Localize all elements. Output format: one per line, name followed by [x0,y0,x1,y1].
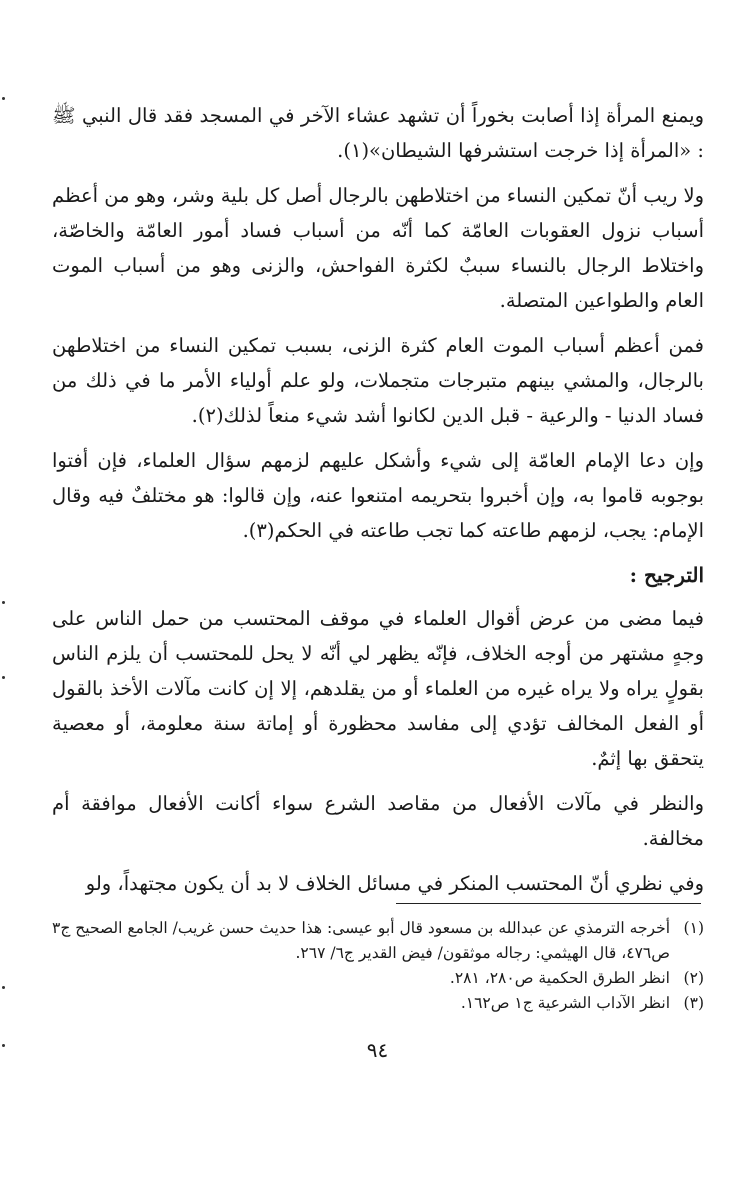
footnote-text: انظر الطرق الحكمية ص٢٨٠، ٢٨١. [449,969,670,987]
scan-mark [2,601,5,604]
paragraph-5: فيما مضى من عرض أقوال العلماء في موقف المحتسب من حمل الناس على وجهٍ مشتهر من أوجه الخلاف، فإنّه يظهر لي أنّه لا يحل للمحتسب أن يلزم الناس بقولٍ يراه ولا يراه غيره من العلماء أو من يقلدهم، إلا إن كانت مآلات الأخذ بالقول أو الفعل المخالف تؤدي إلى مفاسد محظورة أو إماتة سنة معلومة، أو معصية يتحقق بها إثمٌ. [52,607,704,770]
scan-mark [2,676,5,679]
paragraph-7: وفي نظري أنّ المحتسب المنكر في مسائل الخلاف لا بد أن يكون مجتهداً، ولو [85,872,704,895]
scan-mark [2,97,5,100]
footnote-text: أخرجه الترمذي عن عبدالله بن مسعود قال أبو عيسى: هذا حديث حسن غريب/ الجامع الصحيح ج٣ ص٤٧٦، قال الهيثمي: رجاله موثقون/ فيض القدير ج٦/ ٢٦٧. [52,919,670,962]
scan-mark [2,1044,5,1047]
footnote-2 [52,966,704,991]
section-heading: الترجيح : [629,563,704,587]
footnote-text: انظر الآداب الشرعية ج١ ص١٦٢. [460,994,670,1012]
footnotes [52,916,704,1016]
footnote-divider [396,903,701,904]
footnote-number: (٢) [683,969,704,987]
footnote-3 [52,991,704,1016]
footnote-1 [52,916,704,966]
footnote-number: (٣) [683,994,704,1012]
paragraph-3: فمن أعظم أسباب الموت العام كثرة الزنى، بسبب تمكين النساء من اختلاطهن بالرجال، والمشي بينهم متبرجات متجملات، ولو علم أولياء الأمر ما في ذلك من فساد الدنيا - والرعية - قبل الدين لكانوا أشد شيء منعاً لذلك(٢). [52,334,704,427]
paragraph-4: وإن دعا الإمام العامّة إلى شيء وأشكل عليهم لزمهم سؤال العلماء، فإن أفتوا بوجوبه قاموا به، وإن أخبروا بتحريمه امتنعوا عنه، وإن قالوا: هو مختلفٌ فيه وقال الإمام: يجب، لزمهم طاعته كما تجب طاعته في الحكم(٣). [52,449,704,542]
scan-mark [2,986,5,989]
paragraph-1: ويمنع المرأة إذا أصابت بخوراً أن تشهد عشاء الآخر في المسجد فقد قال النبي ﷺ : «المرأة إذا خرجت استشرفها الشيطان»(١). [52,104,704,162]
page-number: ٩٤ [366,1038,389,1062]
paragraph-2: ولا ريب أنّ تمكين النساء من اختلاطهن بالرجال أصل كل بلية وشر، وهو من أعظم أسباب نزول العقوبات العامّة كما أنّه من أسباب فساد أمور العامّة والخاصّة، واختلاط الرجال بالنساء سببٌ لكثرة الفواحش، والزنى وهو من أسباب الموت العام والطواعين المتصلة. [52,184,704,312]
paragraph-6: والنظر في مآلات الأفعال من مقاصد الشرع سواء أكانت الأفعال موافقة أم مخالفة. [52,792,704,850]
page-body [52,98,704,911]
footnote-number: (١) [683,919,704,937]
